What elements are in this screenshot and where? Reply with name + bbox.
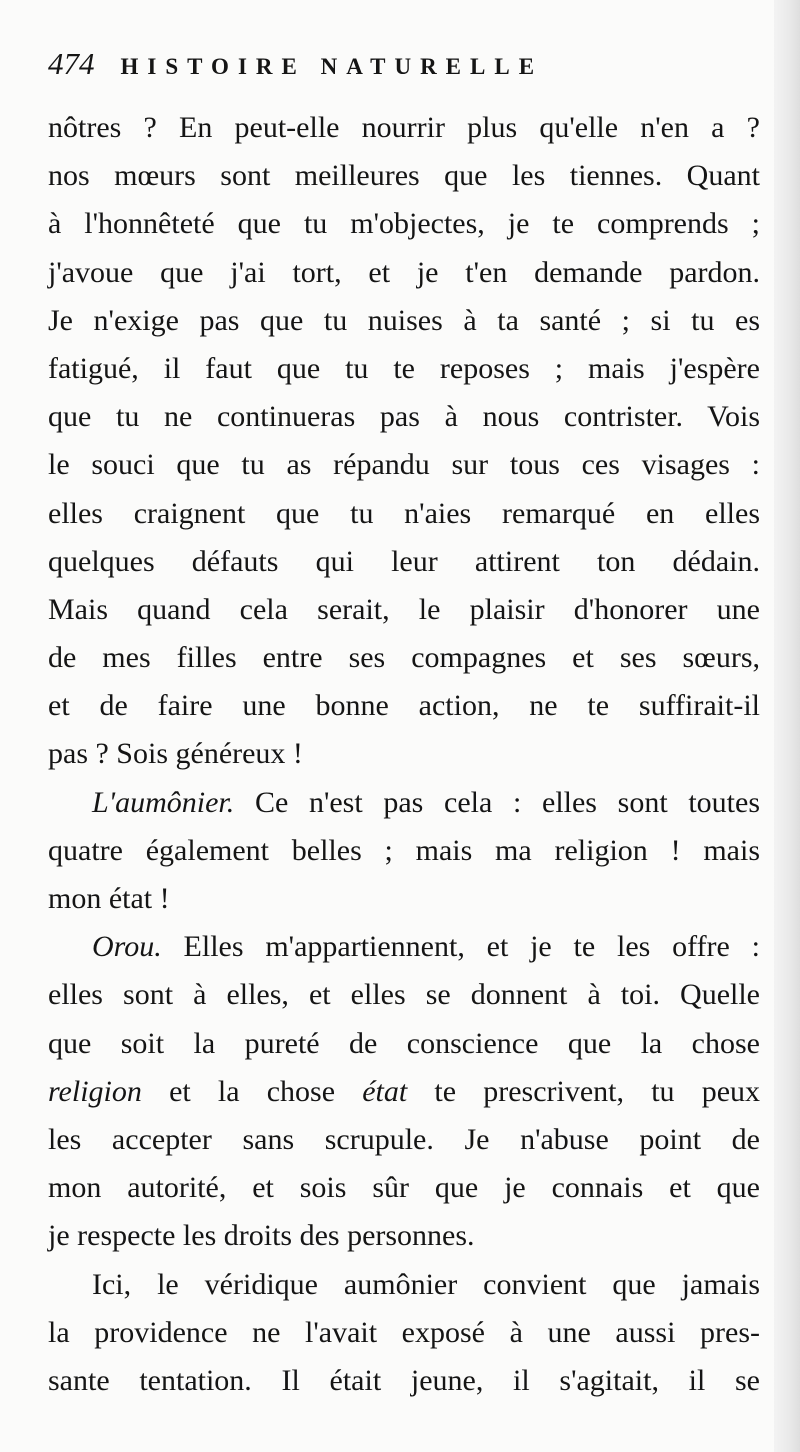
text-line: Je n'exige pas que tu nuises à ta santé ; si tu es <box>48 303 760 337</box>
text-line: et de faire une bonne action, ne te suffirait-il <box>48 689 760 723</box>
text-line: que soit la pureté de conscience que la chose <box>48 1026 760 1060</box>
text-line: mon état ! <box>48 882 170 915</box>
dialogue-line-aumonier <box>48 779 760 827</box>
text-line: sante tentation. Il était jeune, il s'agitait, il se <box>48 1363 760 1397</box>
page-number: 474 <box>48 46 95 81</box>
page-header <box>48 46 760 102</box>
text-line-mixed <box>48 1068 760 1116</box>
italic-word: religion <box>48 1074 142 1108</box>
text-line: nôtres ? En peut-elle nourrir plus qu'elle n'en a ? <box>48 111 760 144</box>
text-line: le souci que tu as répandu sur tous ces visages : <box>48 448 760 482</box>
text-line: Ici, le véridique aumônier convient que jamais <box>92 1267 760 1301</box>
dialogue-text: Ce n'est pas cela : elles sont toutes <box>254 785 761 819</box>
speaker-name: Orou. <box>92 930 162 964</box>
text-line: elles craignent que tu n'aies remarqué en elles <box>48 496 760 530</box>
text-line: que tu ne continueras pas à nous contrister. Vois <box>48 400 760 434</box>
speaker-name: L'aumônier. <box>92 785 235 819</box>
text-line: la providence ne l'avait exposé à une aussi pres- <box>48 1315 760 1349</box>
text-line: les accepter sans scrupule. Je n'abuse point de <box>48 1122 760 1156</box>
italic-word: état <box>362 1074 408 1108</box>
dialogue-text: Elles m'appartiennent, et je te les offre : <box>183 930 761 964</box>
text-line: pas ? Sois généreux ! <box>48 737 303 771</box>
text-line: elles sont à elles, et elles se donnent à toi. Quelle <box>48 978 760 1012</box>
text-block <box>48 46 760 1405</box>
text-line: mon autorité, et sois sûr que je connais et que <box>48 1171 760 1205</box>
dialogue-line-orou <box>48 923 760 971</box>
text-line: Mais quand cela serait, le plaisir d'honorer une <box>48 592 760 626</box>
text-line: je respecte les droits des personnes. <box>48 1219 475 1253</box>
page-edge-shadow <box>774 0 800 1452</box>
text-line: de mes filles entre ses compagnes et ses sœurs, <box>48 641 760 675</box>
text-segment: te prescrivent, tu peux <box>434 1074 761 1108</box>
text-line: fatigué, il faut que tu te reposes ; mais j'espère <box>48 351 760 385</box>
body-text <box>48 104 760 1405</box>
text-line: nos mœurs sont meilleures que les tiennes. Quant <box>48 159 760 193</box>
running-title: HISTOIRE NATURELLE <box>120 54 544 79</box>
text-line: quelques défauts qui leur attirent ton dédain. <box>48 544 760 578</box>
text-segment: et la chose <box>169 1074 336 1108</box>
text-line: à l'honnêteté que tu m'objectes, je te comprends ; <box>48 207 760 241</box>
text-line: quatre également belles ; mais ma religion ! mais <box>48 833 760 867</box>
text-line: j'avoue que j'ai tort, et je t'en demande pardon. <box>48 255 760 289</box>
